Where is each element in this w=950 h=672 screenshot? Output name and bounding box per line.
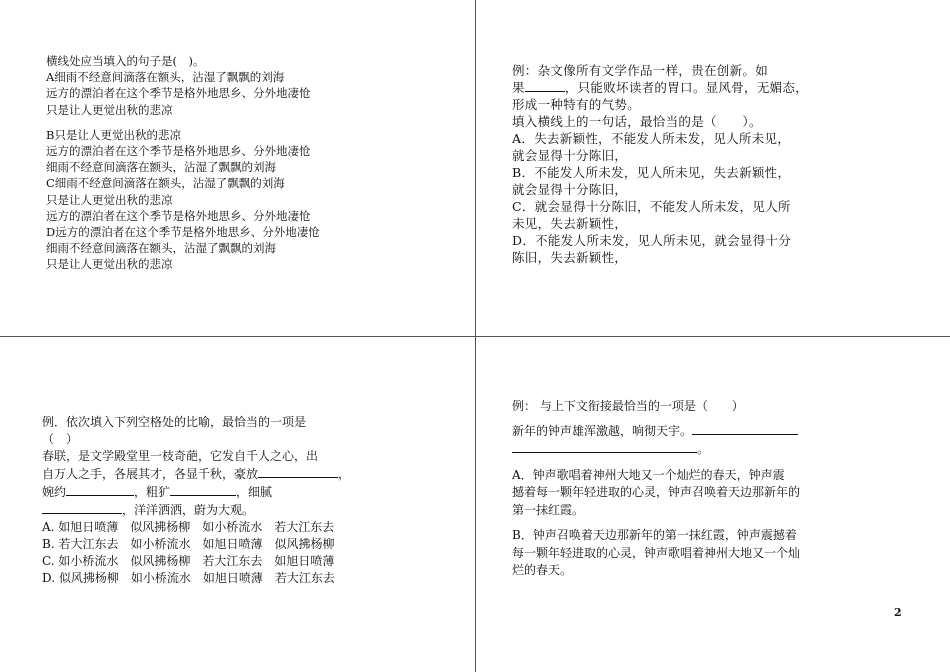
q2-option: 就会显得十分陈旧， [512, 148, 628, 163]
q2-option: C．就会显得十分陈旧，不能发人所未发，见人所 [512, 199, 791, 214]
q4-option-b: B．钟声召唤着天边那新年的第一抹红霞，钟声震撼着 [512, 528, 797, 542]
q4-stem: 例： 与上下文衔接最恰当的一项是（ ） [512, 399, 744, 413]
q1-line: 只是让人更觉出秋的悲凉 [46, 192, 173, 207]
blank-underline [512, 440, 697, 453]
q2-line-with-blank: 果 ，只能败坏读者的胃口。显风骨，无媚态， [512, 80, 809, 95]
q1-line: 细雨不经意间滴落在额头，沾湿了飘飘的刘海 [46, 241, 276, 256]
q1-line: D远方的漂泊者在这个季节是格外地思乡、分外地凄怆 [46, 225, 320, 240]
question-4-panel [512, 398, 800, 580]
q1-line: 细雨不经意间滴落在额头，沾湿了飘飘的刘海 [46, 160, 276, 175]
q3-stem: 例．依次填入下列空格处的比喻，最恰当的一项是 [42, 415, 307, 429]
q3-passage-line: 自万人之手，各展其才，各显千秋，豪放 ， [42, 467, 351, 481]
q2-option: 未见，失去新颖性， [512, 216, 628, 231]
question-1-panel [46, 53, 320, 273]
q1-line: A细雨不经意间滴落在额头，沾湿了飘飘的刘海 [46, 70, 285, 85]
q4-option-b: 每一颗年轻进取的心灵，钟声歌唱着神州大地又一个灿 [512, 545, 801, 560]
q2-option: B．不能发人所未发，见人所未见，失去新颖性， [512, 165, 791, 180]
q2-option: 陈旧，失去新颖性， [512, 250, 628, 265]
blank-underline [42, 501, 122, 514]
blank-underline [525, 79, 565, 92]
q4-option-a: A．钟声歌唱着神州大地又一个灿烂的春天，钟声震 [512, 467, 785, 482]
q2-option: D．不能发人所未发，见人所未见，就会显得十分 [512, 233, 792, 248]
q3-option: D. 似风拂杨柳 如小桥流水 如旭日喷薄 若大江东去 [42, 571, 335, 585]
blank-underline [692, 422, 798, 435]
blank-underline [66, 483, 134, 496]
q1-line: B只是让人更觉出秋的悲凉 [46, 127, 181, 142]
q3-option: B. 若大江东去 如小桥流水 如旭日喷薄 似风拂杨柳 [42, 537, 335, 551]
q3-passage-line: 婉约 ，粗犷 ，细腻 [42, 485, 273, 499]
q1-line: C细雨不经意间滴落在额头，沾湿了飘飘的刘海 [46, 176, 285, 191]
q2-line: 例：杂文像所有文学作品一样，贵在创新。如 [512, 63, 769, 78]
q4-line: 新年的钟声雄浑激越，响彻天宇。 [512, 422, 800, 441]
q1-line: 远方的漂泊者在这个季节是格外地思乡、分外地凄怆 [46, 144, 311, 159]
q4-option-a: 撼着每一颗年轻进取的心灵，钟声召唤着天边那新年的 [512, 485, 801, 499]
q3-stem-paren: （ ） [42, 432, 79, 446]
q4-line: 。 [512, 440, 800, 459]
blank-underline [258, 465, 338, 478]
q1-line: 只是让人更觉出秋的悲凉 [46, 257, 173, 272]
q3-option: A. 如旭日喷薄 似风拂杨柳 如小桥流水 若大江东去 [42, 520, 335, 534]
q2-option: 就会显得十分陈旧， [512, 182, 628, 197]
q2-line: 形成一种特有的气势。 [512, 97, 641, 112]
q1-line: 只是让人更觉出秋的悲凉 [46, 102, 173, 117]
q3-passage-line: ，洋洋洒洒，蔚为大观。 [42, 501, 350, 519]
q2-line: 填入横线上的一句话，最恰当的是（ ）。 [512, 114, 762, 129]
blank-underline [170, 483, 236, 496]
question-2-panel [512, 62, 808, 266]
q2-option: A．失去新颖性，不能发人所未发，见人所未见， [512, 131, 791, 146]
q1-line: 远方的漂泊者在这个季节是格外地思乡、分外地凄怆 [46, 208, 311, 223]
q4-option-a: 第一抹红霞。 [512, 502, 585, 517]
page-number: 2 [894, 606, 902, 619]
question-3-panel [42, 414, 350, 587]
horizontal-divider [0, 336, 950, 337]
q4-option-b: 烂的春天。 [512, 563, 573, 577]
question-1-stem: 横线处应当填入的句子是( )。 [46, 54, 205, 68]
q3-option: C. 如小桥流水 似风拂杨柳 若大江东去 如旭日喷薄 [42, 554, 335, 568]
q3-passage-line: 春联，是文学殿堂里一枝奇葩，它发自千人之心，出 [42, 449, 319, 463]
q1-line: 远方的漂泊者在这个季节是格外地思乡、分外地凄怆 [46, 86, 311, 101]
